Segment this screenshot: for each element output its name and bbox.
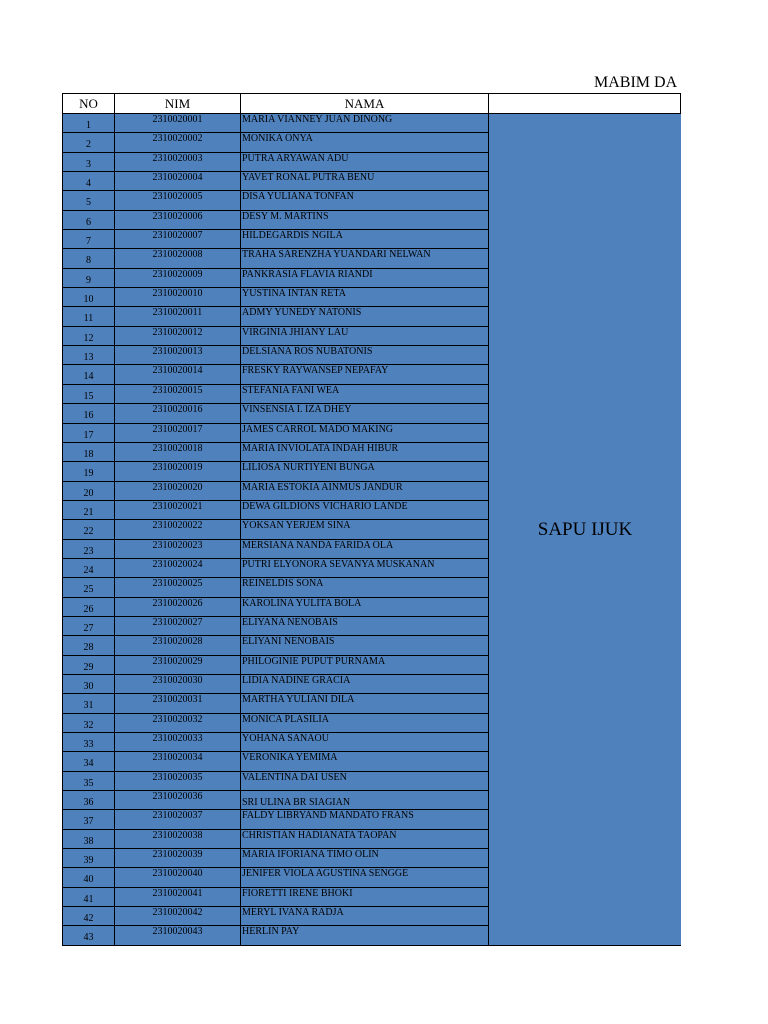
- table-body: [62, 113, 488, 945]
- row-number: 25: [62, 577, 114, 596]
- row-nim: 2310020028: [114, 635, 240, 654]
- row-nim: 2310020001: [114, 113, 240, 132]
- row-nim: 2310020036: [114, 790, 240, 809]
- header-nama: NAMA: [240, 93, 488, 113]
- row-number: 43: [62, 925, 114, 944]
- row-nama: MARIA VIANNEY JUAN DINONG: [240, 113, 488, 132]
- row-number: 32: [62, 713, 114, 732]
- row-nim: 2310020022: [114, 519, 240, 538]
- table-row: [62, 268, 488, 287]
- row-nama: SRI ULINA BR SIAGIAN: [240, 790, 488, 809]
- row-nim: 2310020021: [114, 500, 240, 519]
- row-nim: 2310020008: [114, 248, 240, 267]
- table-bottom-border: [62, 945, 488, 946]
- row-nama: VIRGINIA JHIANY LAU: [240, 326, 488, 345]
- table-row: [62, 829, 488, 848]
- row-number: 2: [62, 132, 114, 151]
- row-nim: 2310020017: [114, 423, 240, 442]
- row-nim: 2310020016: [114, 403, 240, 422]
- row-nim: 2310020004: [114, 171, 240, 190]
- table-row: [62, 906, 488, 925]
- task-assignment-cell: [488, 113, 681, 946]
- row-nama: FRESKY RAYWANSEP NEPAFAY: [240, 364, 488, 383]
- row-nim: 2310020032: [114, 713, 240, 732]
- row-nama: STEFANIA FANI WEA: [240, 384, 488, 403]
- row-number: 27: [62, 616, 114, 635]
- row-nim: 2310020002: [114, 132, 240, 151]
- table-row: [62, 384, 488, 403]
- table-row: [62, 635, 488, 654]
- table-row: [62, 345, 488, 364]
- row-nama: DEWA GILDIONS VICHARIO LANDE: [240, 500, 488, 519]
- table-row: [62, 423, 488, 442]
- header-no: NO: [62, 93, 114, 113]
- table-row: [62, 867, 488, 886]
- table-row: [62, 306, 488, 325]
- row-number: 8: [62, 248, 114, 267]
- row-nama: DELSIANA ROS NUBATONIS: [240, 345, 488, 364]
- row-number: 11: [62, 306, 114, 325]
- row-number: 24: [62, 558, 114, 577]
- row-number: 37: [62, 809, 114, 828]
- document-title: MABIM DA: [594, 74, 678, 91]
- row-number: 42: [62, 906, 114, 925]
- row-nim: 2310020026: [114, 597, 240, 616]
- row-number: 17: [62, 423, 114, 442]
- row-nama: DISA YULIANA TONFAN: [240, 190, 488, 209]
- row-nim: 2310020003: [114, 152, 240, 171]
- row-number: 31: [62, 693, 114, 712]
- row-number: 33: [62, 732, 114, 751]
- row-nim: 2310020005: [114, 190, 240, 209]
- row-nim: 2310020014: [114, 364, 240, 383]
- table-row: [62, 597, 488, 616]
- row-nim: 2310020007: [114, 229, 240, 248]
- row-nama: TRAHA SARENZHA YUANDARI NELWAN: [240, 248, 488, 267]
- table-row: [62, 674, 488, 693]
- row-nim: 2310020030: [114, 674, 240, 693]
- table-row: [62, 925, 488, 944]
- row-nama: VERONIKA YEMIMA: [240, 751, 488, 770]
- row-nama: YUSTINA INTAN RETA: [240, 287, 488, 306]
- row-nim: 2310020043: [114, 925, 240, 944]
- row-nama: ELIYANA NENOBAIS: [240, 616, 488, 635]
- row-nim: 2310020009: [114, 268, 240, 287]
- row-number: 3: [62, 152, 114, 171]
- table-row: [62, 403, 488, 422]
- table-row: [62, 577, 488, 596]
- row-number: 35: [62, 771, 114, 790]
- table-row: [62, 248, 488, 267]
- row-number: 19: [62, 461, 114, 480]
- table-row: [62, 771, 488, 790]
- row-nim: 2310020034: [114, 751, 240, 770]
- row-number: 38: [62, 829, 114, 848]
- table-row: [62, 326, 488, 345]
- table-row: [62, 693, 488, 712]
- row-nama: LILIOSA NURTIYENI BUNGA: [240, 461, 488, 480]
- row-nama: MARIA IFORIANA TIMO OLIN: [240, 848, 488, 867]
- row-nim: 2310020035: [114, 771, 240, 790]
- table-row: [62, 287, 488, 306]
- row-nama: DESY M. MARTINS: [240, 210, 488, 229]
- row-nama: YOHANA SANAOU: [240, 732, 488, 751]
- row-nama: JENIFER VIOLA AGUSTINA SENGGE: [240, 867, 488, 886]
- row-nama: HILDEGARDIS NGILA: [240, 229, 488, 248]
- row-nama: CHRISTIAN HADIANATA TAOPAN: [240, 829, 488, 848]
- row-nim: 2310020010: [114, 287, 240, 306]
- table-row: [62, 539, 488, 558]
- task-label: SAPU IJUK: [537, 518, 633, 540]
- row-number: 40: [62, 867, 114, 886]
- row-number: 12: [62, 326, 114, 345]
- row-number: 28: [62, 635, 114, 654]
- row-nama: MARIA INVIOLATA INDAH HIBUR: [240, 442, 488, 461]
- row-number: 41: [62, 887, 114, 906]
- row-number: 5: [62, 190, 114, 209]
- row-nama: KAROLINA YULITA BOLA: [240, 597, 488, 616]
- table-row: [62, 152, 488, 171]
- row-nama: ELIYANI NENOBAIS: [240, 635, 488, 654]
- table-row: [62, 751, 488, 770]
- row-number: 39: [62, 848, 114, 867]
- row-nim: 2310020006: [114, 210, 240, 229]
- table-row: [62, 171, 488, 190]
- row-number: 26: [62, 597, 114, 616]
- header-task: [488, 93, 681, 113]
- row-nim: 2310020024: [114, 558, 240, 577]
- row-nama: PANKRASIA FLAVIA RIANDI: [240, 268, 488, 287]
- row-nama: PHILOGINIE PUPUT PURNAMA: [240, 655, 488, 674]
- table-row: [62, 848, 488, 867]
- table-row: [62, 558, 488, 577]
- row-nama: MERYL IVANA RADJA: [240, 906, 488, 925]
- row-nim: 2310020041: [114, 887, 240, 906]
- row-number: 15: [62, 384, 114, 403]
- row-nama: VINSENSIA I. IZA DHEY: [240, 403, 488, 422]
- row-number: 7: [62, 229, 114, 248]
- row-nama: LIDIA NADINE GRACIA: [240, 674, 488, 693]
- row-number: 6: [62, 210, 114, 229]
- row-nim: 2310020013: [114, 345, 240, 364]
- row-nama: MARIA ESTOKIA AINMUS JANDUR: [240, 481, 488, 500]
- row-nim: 2310020037: [114, 809, 240, 828]
- row-nama: YOKSAN YERJEM SINA: [240, 519, 488, 538]
- table-row: [62, 500, 488, 519]
- row-number: 22: [62, 519, 114, 538]
- table-row: [62, 481, 488, 500]
- row-nama: YAVET RONAL PUTRA BENU: [240, 171, 488, 190]
- table-row: [62, 210, 488, 229]
- row-nim: 2310020019: [114, 461, 240, 480]
- row-nama: MONIKA ONYA: [240, 132, 488, 151]
- table-row: [62, 790, 488, 809]
- row-number: 20: [62, 481, 114, 500]
- table-row: [62, 364, 488, 383]
- table-row: [62, 113, 488, 132]
- row-number: 13: [62, 345, 114, 364]
- row-nim: 2310020027: [114, 616, 240, 635]
- row-nim: 2310020031: [114, 693, 240, 712]
- row-number: 16: [62, 403, 114, 422]
- row-nim: 2310020012: [114, 326, 240, 345]
- row-number: 21: [62, 500, 114, 519]
- header-nim: NIM: [114, 93, 240, 113]
- row-number: 10: [62, 287, 114, 306]
- table-row: [62, 732, 488, 751]
- row-nama: MONICA PLASILIA: [240, 713, 488, 732]
- row-number: 23: [62, 539, 114, 558]
- row-number: 14: [62, 364, 114, 383]
- row-nim: 2310020029: [114, 655, 240, 674]
- row-nim: 2310020015: [114, 384, 240, 403]
- table-row: [62, 442, 488, 461]
- row-nim: 2310020040: [114, 867, 240, 886]
- row-nama: JAMES CARROL MADO MAKING: [240, 423, 488, 442]
- row-number: 18: [62, 442, 114, 461]
- row-number: 30: [62, 674, 114, 693]
- row-nim: 2310020039: [114, 848, 240, 867]
- table-row: [62, 229, 488, 248]
- row-nama: FALDY LIBRYAND MANDATO FRANS: [240, 809, 488, 828]
- row-nim: 2310020011: [114, 306, 240, 325]
- row-nama: PUTRA ARYAWAN ADU: [240, 152, 488, 171]
- row-nim: 2310020023: [114, 539, 240, 558]
- table-row: [62, 616, 488, 635]
- table-row: [62, 809, 488, 828]
- table-row: [62, 461, 488, 480]
- row-nim: 2310020038: [114, 829, 240, 848]
- table-row: [62, 713, 488, 732]
- row-nama: PUTRI ELYONORA SEVANYA MUSKANAN: [240, 558, 488, 577]
- table-row: [62, 190, 488, 209]
- row-nama: FIORETTI IRENE BHOKI: [240, 887, 488, 906]
- row-number: 4: [62, 171, 114, 190]
- row-nama: REINELDIS SONA: [240, 577, 488, 596]
- row-nim: 2310020018: [114, 442, 240, 461]
- row-nama: MARTHA YULIANI DILA: [240, 693, 488, 712]
- row-number: 9: [62, 268, 114, 287]
- row-nama: MERSIANA NANDA FARIDA OLA: [240, 539, 488, 558]
- table-row: [62, 519, 488, 538]
- row-nim: 2310020042: [114, 906, 240, 925]
- table-row: [62, 887, 488, 906]
- row-number: 36: [62, 790, 114, 809]
- row-nim: 2310020033: [114, 732, 240, 751]
- row-number: 29: [62, 655, 114, 674]
- row-nama: ADMY YUNEDY NATONIS: [240, 306, 488, 325]
- row-nim: 2310020020: [114, 481, 240, 500]
- row-nama: HERLIN PAY: [240, 925, 488, 944]
- row-nama: VALENTINA DAI USEN: [240, 771, 488, 790]
- row-number: 1: [62, 113, 114, 132]
- row-nim: 2310020025: [114, 577, 240, 596]
- row-number: 34: [62, 751, 114, 770]
- table-row: [62, 655, 488, 674]
- table-row: [62, 132, 488, 151]
